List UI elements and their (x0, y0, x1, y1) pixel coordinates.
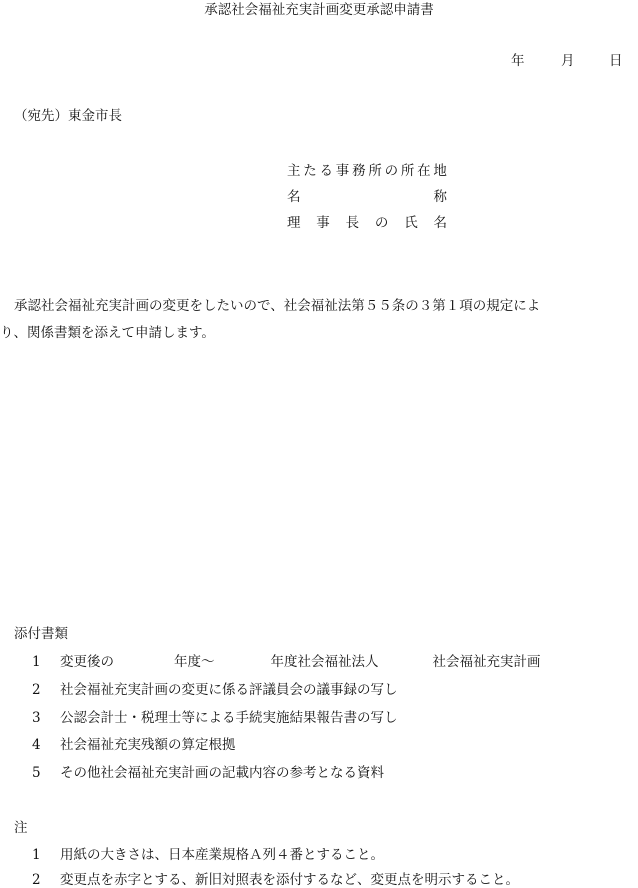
note-number: 1 (32, 847, 41, 863)
attachment-number: 2 (32, 682, 41, 698)
body-text-line-1: 承認社会福祉充実計画の変更をしたいので、社会福祉法第５５条の３第１項の規定によ (14, 298, 541, 314)
director-name-label (287, 217, 447, 231)
attachment-part: 社会福祉充実計画 (432, 654, 541, 670)
office-char: 主 (287, 163, 301, 179)
attachment-text: 社会福祉充実残額の算定根拠 (60, 737, 236, 753)
office-char: 地 (433, 163, 447, 179)
attachment-number: 5 (32, 765, 41, 781)
office-char: 所 (368, 163, 382, 179)
document-title: 承認社会福祉充実計画変更承認申請書 (204, 2, 434, 18)
office-char: た (303, 163, 317, 179)
office-char: る (319, 163, 334, 179)
office-char: 所 (400, 163, 415, 179)
attachment-number: 4 (32, 737, 41, 753)
office-char: 事 (335, 163, 350, 179)
director-char: 氏 (404, 215, 418, 231)
attachment-part: 変更後の (60, 654, 114, 670)
attachment-text (60, 656, 541, 670)
date-month-label: 月 (561, 53, 575, 69)
note-text: 用紙の大きさは、日本産業規格Ａ列４番とすること。 (60, 847, 384, 863)
attachment-number: 3 (32, 710, 41, 726)
director-char: の (374, 215, 389, 231)
body-text-line-2: り、関係書類を添えて申請します。 (0, 325, 215, 341)
director-char: 理 (287, 215, 301, 231)
attachment-text: その他社会福祉充実計画の記載内容の参考となる資料 (60, 765, 384, 781)
director-char: 事 (316, 215, 330, 231)
applicant-block (287, 165, 447, 243)
name-char: 名 (287, 189, 301, 205)
addressee: （宛先）東金市長 (14, 108, 122, 124)
office-char: の (384, 163, 399, 179)
notes-heading: 注 (14, 820, 28, 836)
attachment-part: 年度社会福祉法人 (270, 654, 379, 670)
note-number: 2 (32, 872, 41, 888)
director-char: 長 (345, 215, 360, 231)
office-location-label (287, 165, 447, 179)
date-year-label: 年 (511, 53, 525, 69)
attachment-number: 1 (32, 654, 41, 670)
name-char: 称 (433, 189, 447, 205)
director-char: 名 (433, 215, 447, 231)
attachments-heading: 添付書類 (14, 626, 68, 642)
office-char: 在 (417, 163, 431, 179)
attachment-text: 公認会計士・税理士等による手続実施結果報告書の写し (60, 710, 398, 726)
date-day-label: 日 (609, 53, 623, 69)
note-text: 変更点を赤字とする、新旧対照表を添付するなど、変更点を明示すること。 (60, 872, 519, 888)
office-char: 務 (352, 163, 366, 179)
attachment-text: 社会福祉充実計画の変更に係る評議員会の議事録の写し (60, 682, 398, 698)
corporation-name-label (287, 191, 447, 205)
attachment-part: 年度～ (174, 654, 215, 670)
